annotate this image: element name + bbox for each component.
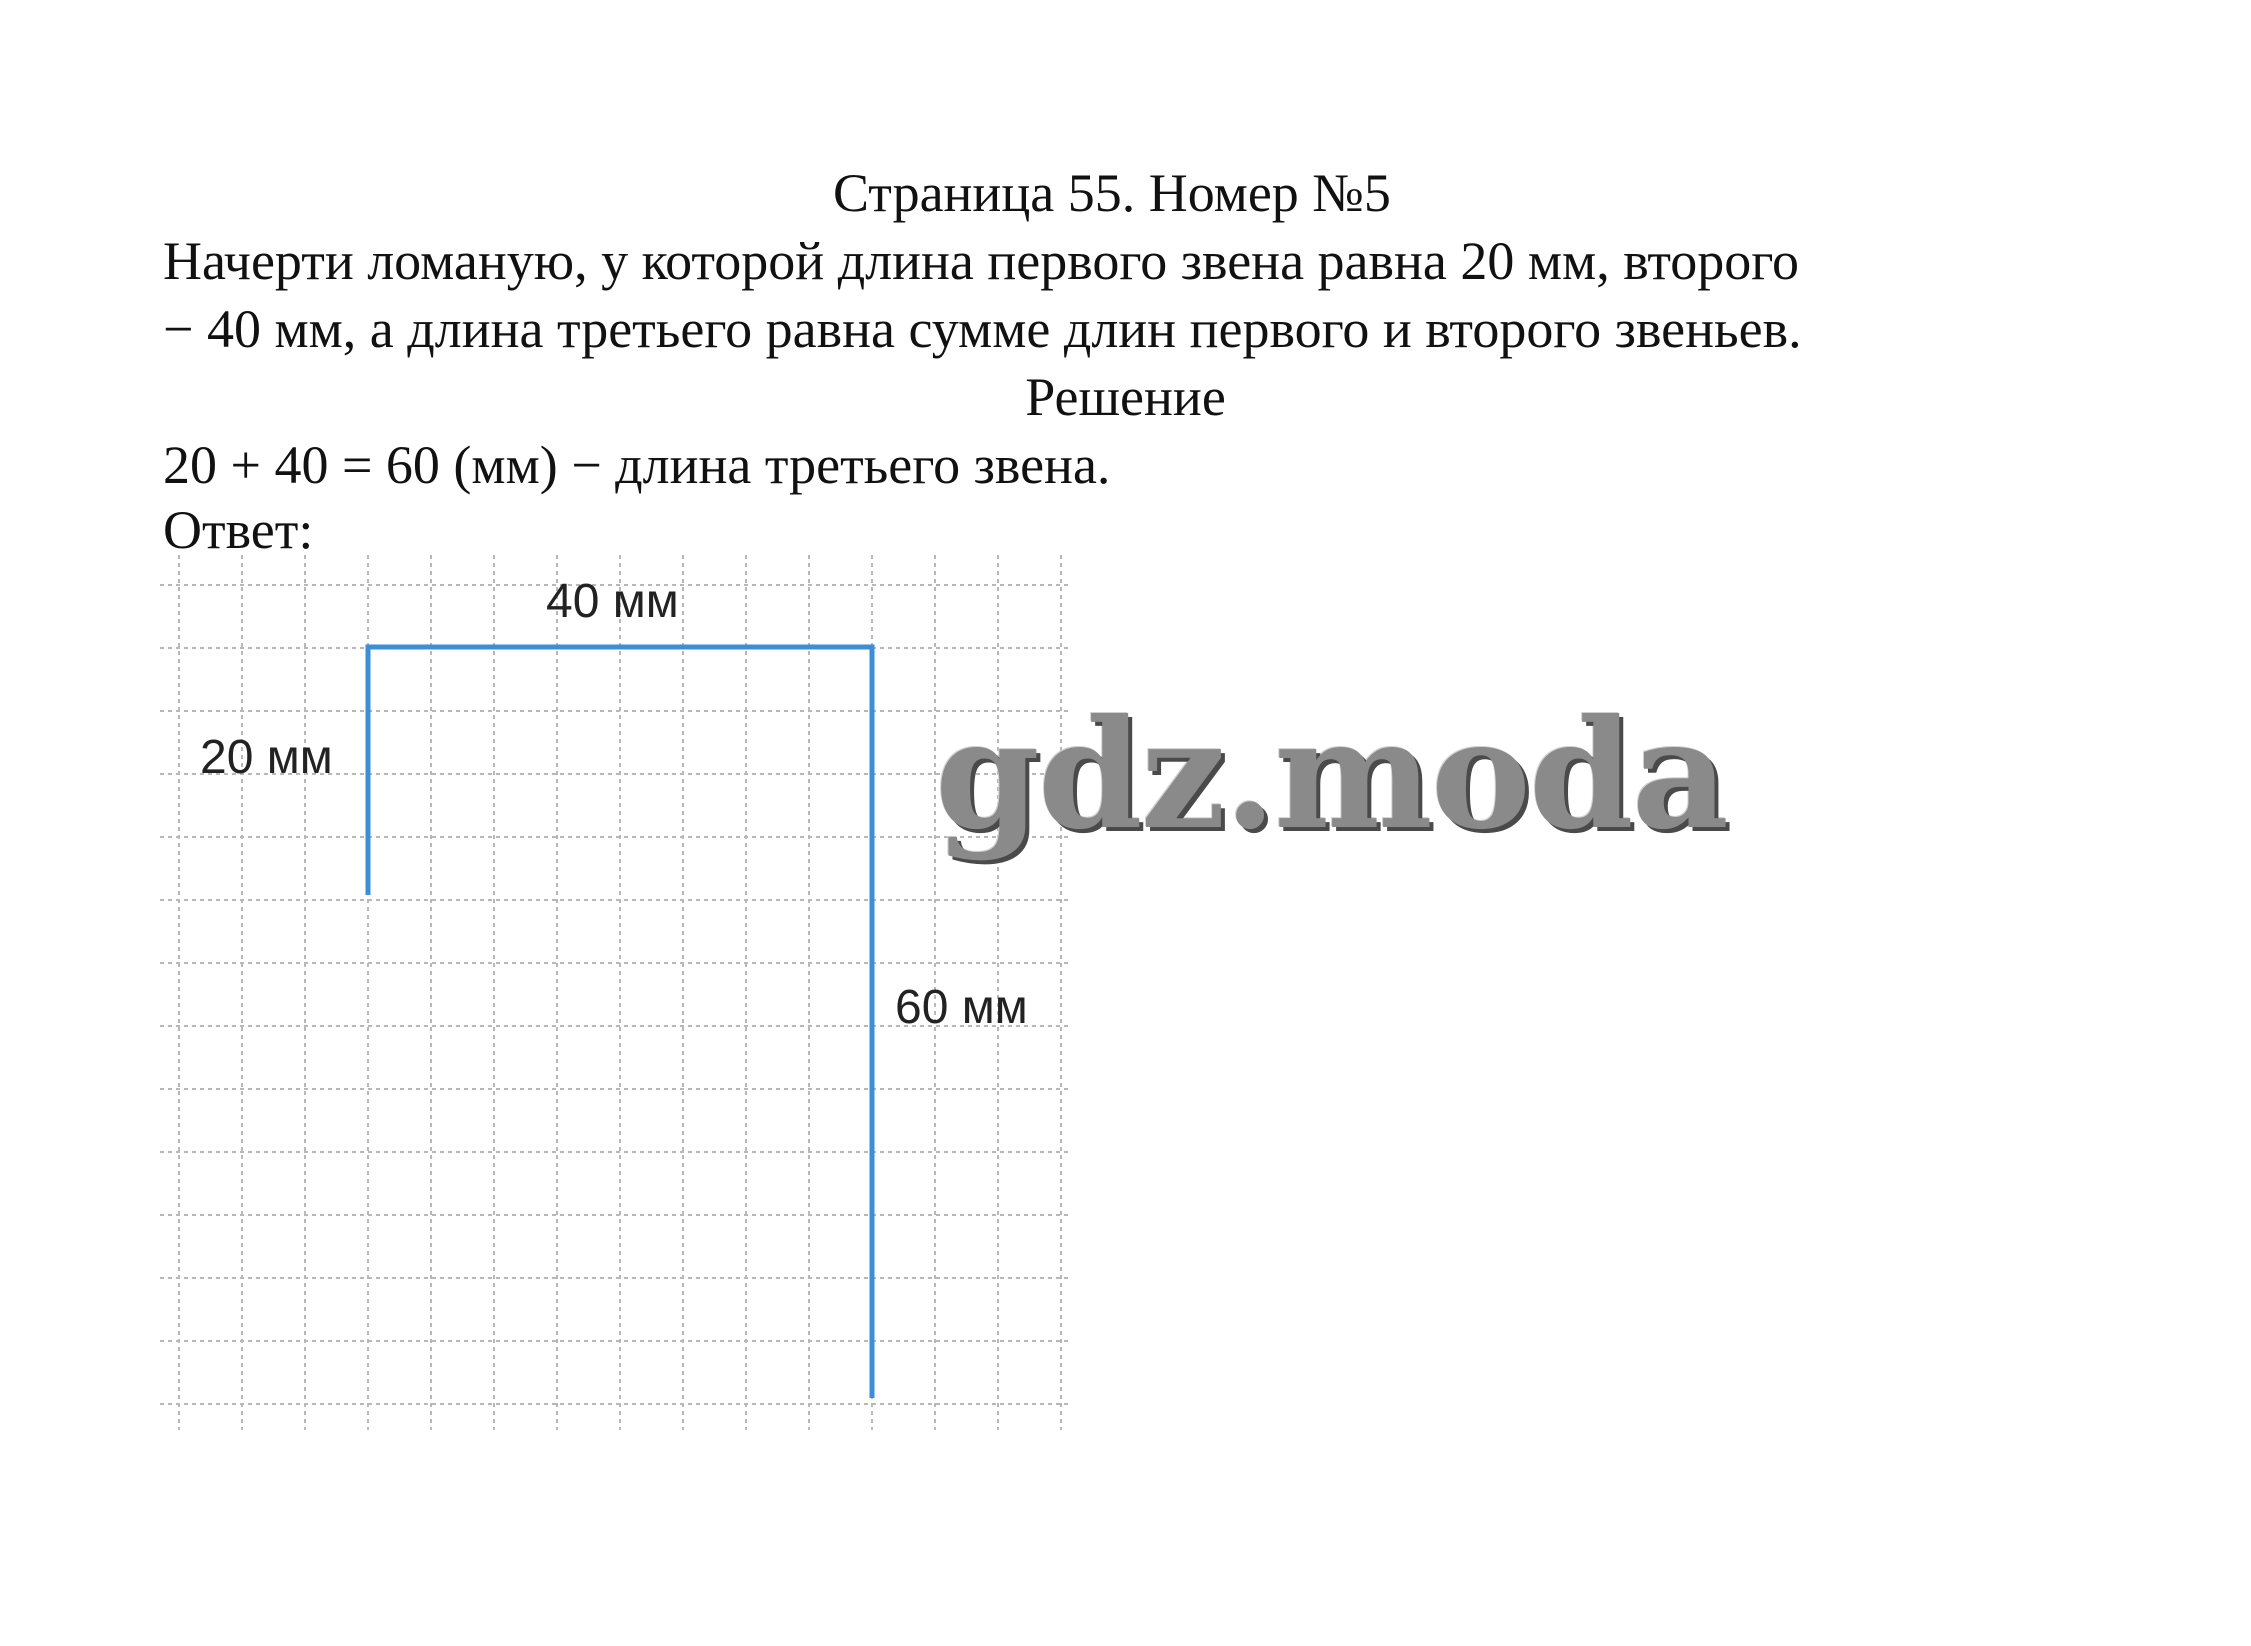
answer-label: Ответ: xyxy=(163,500,314,560)
segment-label-40mm: 40 мм xyxy=(546,575,679,628)
page-heading: Страница 55. Номер №5 xyxy=(833,163,1391,223)
segment-label-60mm: 60 мм xyxy=(895,981,1028,1034)
task-text-line-1: Начерти ломаную, у которой длина первого звена равна 20 мм, второго xyxy=(163,231,1800,291)
segment-label-20mm: 20 мм xyxy=(200,731,333,784)
solution-line: 20 + 40 = 60 (мм) − длина третьего звена. xyxy=(163,435,1111,495)
watermark-logo: gdz.moda xyxy=(935,687,1728,863)
task-text-line-2: − 40 мм, а длина третьего равна сумме длин первого и второго звеньев. xyxy=(163,299,1802,359)
solution-heading: Решение xyxy=(1025,367,1226,427)
